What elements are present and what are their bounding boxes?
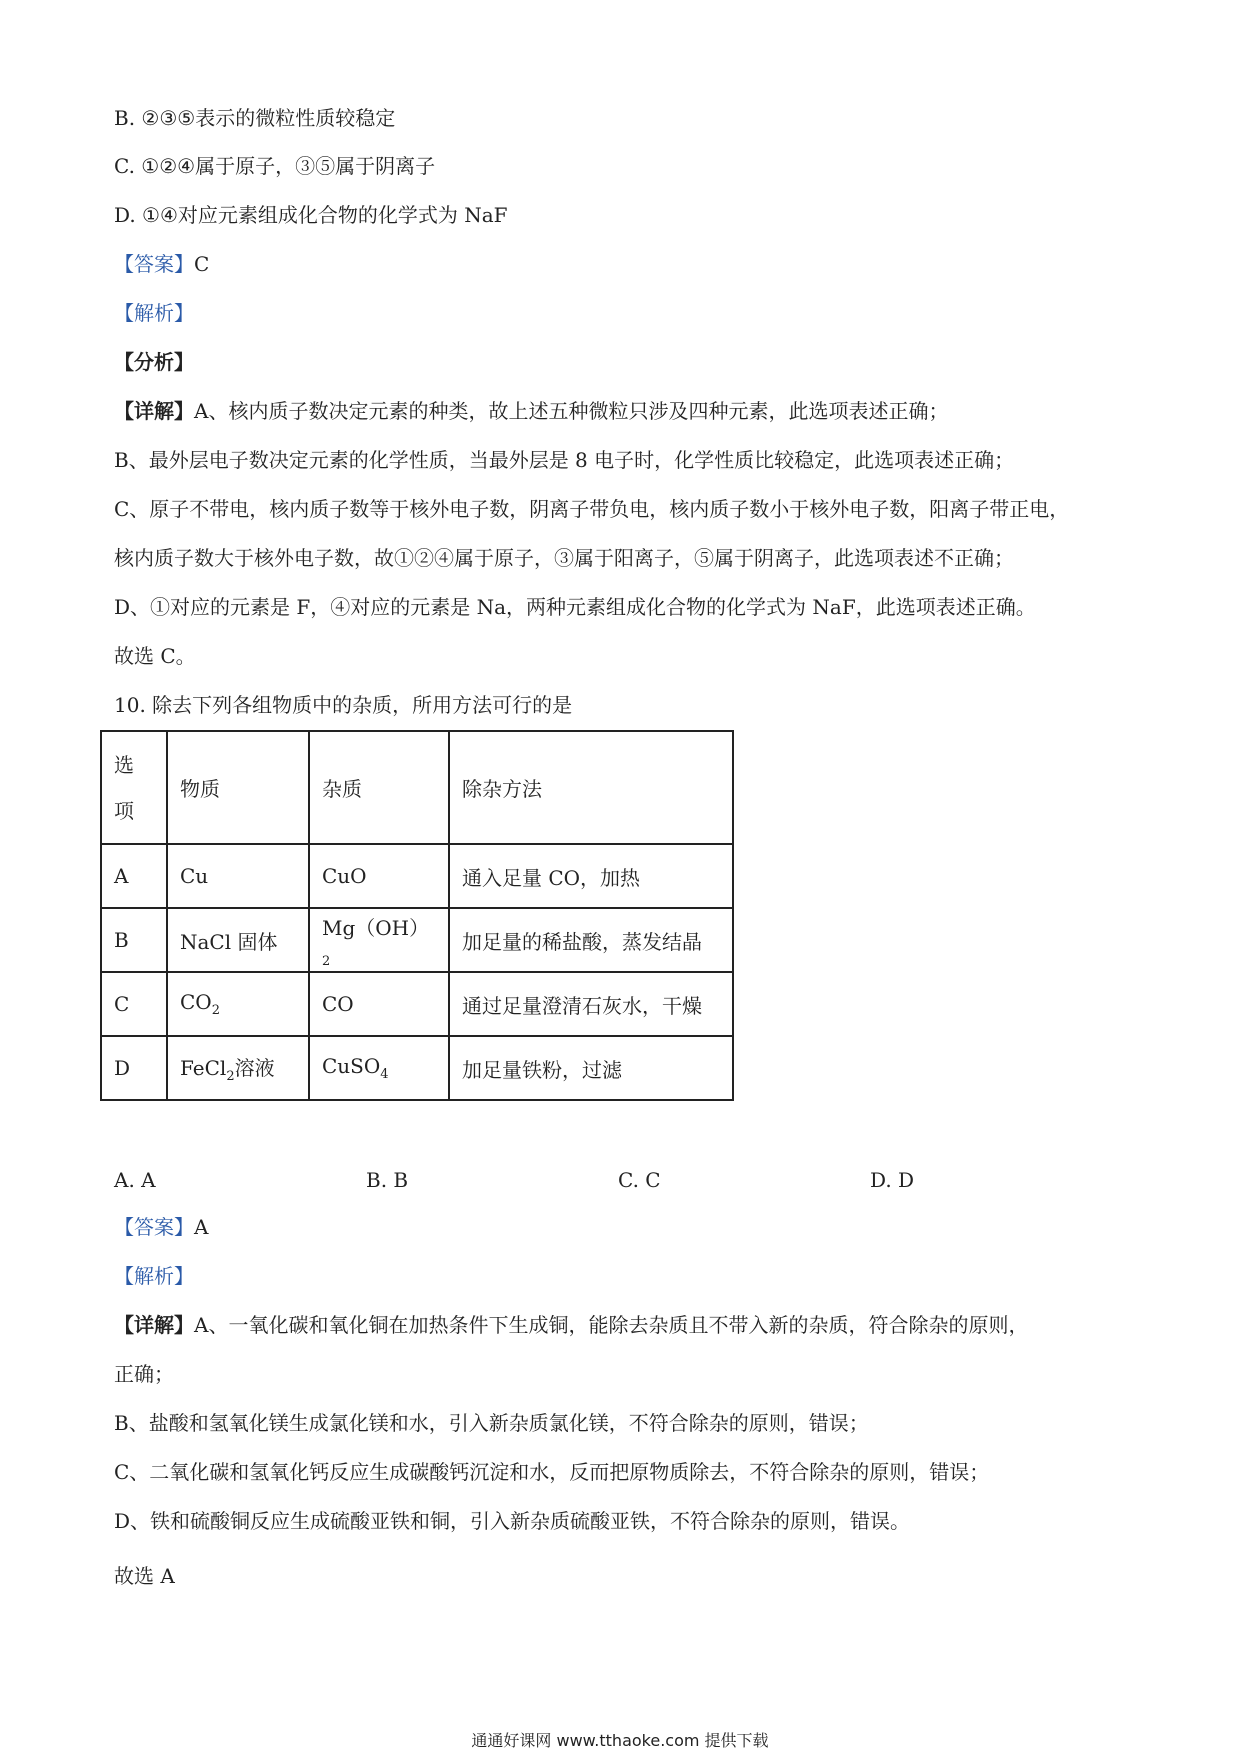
- q9-detail-a: [114, 397, 948, 425]
- page-footer: 通通好课网 www.tthaoke.com 提供下载: [471, 1731, 769, 1750]
- q9-detail-c-line1: C、原子不带电，核内质子数等于核外电子数，阴离子带负电，核内质子数小于核外电子数，阳离子带正电，: [114, 497, 1070, 521]
- answer-tag: 【答案】: [114, 252, 194, 276]
- cell-substance: [167, 972, 309, 1036]
- cell-method: 通入足量 CO，加热: [449, 844, 733, 908]
- answer-value: C: [194, 252, 210, 276]
- q9-option-d: D. ①④对应元素组成化合物的化学式为 NaF: [114, 203, 508, 227]
- answer-value: A: [194, 1215, 209, 1239]
- q9-detail-d: D、①对应的元素是 F，④对应的元素是 Na，两种元素组成化合物的化学式为 NaF，此选项表述正确。: [114, 595, 1036, 619]
- q9-detail-b: B、最外层电子数决定元素的化学性质，当最外层是 8 电子时，化学性质比较稳定，此选项表述正确；: [114, 448, 1015, 472]
- table-header-row: [101, 731, 733, 844]
- cell-method: 加足量铁粉，过滤: [449, 1036, 733, 1100]
- cell-option: C: [101, 972, 167, 1036]
- cell-substance: [167, 1036, 309, 1100]
- cell-option: B: [101, 908, 167, 972]
- header-option-line1: 选: [114, 752, 134, 777]
- subscript: 4: [380, 1067, 389, 1082]
- q9-fenxi-tag: 【分析】: [114, 350, 194, 374]
- cell-option: A: [101, 844, 167, 908]
- q9-answer: [114, 250, 209, 278]
- detail-text: A、核内质子数决定元素的种类，故上述五种微粒只涉及四种元素，此选项表述正确；: [194, 399, 949, 423]
- q10-option-d: D. D: [870, 1168, 915, 1192]
- substance-suffix: 溶液: [234, 1056, 275, 1080]
- q10-option-c: C. C: [618, 1168, 661, 1192]
- cell-method: 通过足量澄清石灰水，干燥: [449, 972, 733, 1036]
- header-option: [101, 731, 167, 844]
- header-method: 除杂方法: [449, 731, 733, 844]
- detail-tag: 【详解】: [114, 1313, 194, 1337]
- q10-detail-c: C、二氧化碳和氢氧化钙反应生成碳酸钙沉淀和水，反而把原物质除去，不符合除杂的原则，错误；: [114, 1460, 990, 1484]
- q9-analysis-tag: 【解析】: [114, 301, 194, 325]
- q9-option-b: B. ②③⑤表示的微粒性质较稳定: [114, 106, 396, 130]
- cell-impurity: CO: [309, 972, 449, 1036]
- table-row: [101, 844, 733, 908]
- table-row: [101, 908, 733, 972]
- table-row: [101, 1036, 733, 1100]
- substance-formula: FeCl: [180, 1056, 227, 1080]
- cell-impurity: CuO: [309, 844, 449, 908]
- q9-conclusion: 故选 C。: [114, 644, 196, 668]
- substance-formula: CO: [180, 990, 212, 1014]
- cell-impurity: [309, 1036, 449, 1100]
- q10-analysis-tag: 【解析】: [114, 1264, 194, 1288]
- impurity-formula: Mg（OH）: [322, 915, 430, 940]
- subscript: 2: [226, 1069, 235, 1084]
- q10-detail-b: B、盐酸和氢氧化镁生成氯化镁和水，引入新杂质氯化镁，不符合除杂的原则，错误；: [114, 1411, 869, 1435]
- answer-tag: 【答案】: [114, 1215, 194, 1239]
- subscript: 2: [211, 1003, 220, 1018]
- q10-answer: [114, 1213, 208, 1241]
- cell-method: 加足量的稀盐酸，蒸发结晶: [449, 908, 733, 972]
- detail-text: A、一氧化碳和氧化铜在加热条件下生成铜，能除去杂质且不带入新的杂质，符合除杂的原则，: [194, 1313, 1029, 1337]
- q10-detail-a-line2: 正确；: [114, 1362, 174, 1386]
- impurity-formula: CuSO: [322, 1054, 381, 1078]
- q10-conclusion: 故选 A: [114, 1564, 175, 1588]
- q10-stem: 10. 除去下列各组物质中的杂质，所用方法可行的是: [114, 693, 573, 717]
- header-impurity: 杂质: [309, 731, 449, 844]
- q9-option-c: C. ①②④属于原子，③⑤属于阴离子: [114, 154, 436, 178]
- q9-detail-c-line2: 核内质子数大于核外电子数，故①②④属于原子，③属于阳离子，⑤属于阴离子，此选项表述不正确；: [114, 546, 1014, 570]
- cell-impurity: [309, 908, 449, 972]
- cell-substance: Cu: [167, 844, 309, 908]
- header-option-line2: 项: [114, 798, 134, 823]
- detail-tag: 【详解】: [114, 399, 194, 423]
- q10-detail-d: D、铁和硫酸铜反应生成硫酸亚铁和铜，引入新杂质硫酸亚铁，不符合除杂的原则，错误。: [114, 1509, 911, 1533]
- cell-substance: NaCl 固体: [167, 908, 309, 972]
- q10-option-b: B. B: [366, 1168, 409, 1192]
- cell-option: D: [101, 1036, 167, 1100]
- q10-detail-a-line1: [114, 1311, 1028, 1339]
- subscript: 2: [322, 953, 331, 969]
- q10-option-a: A. A: [114, 1168, 156, 1192]
- q10-table: [100, 730, 734, 1101]
- table-row: [101, 972, 733, 1036]
- header-substance: 物质: [167, 731, 309, 844]
